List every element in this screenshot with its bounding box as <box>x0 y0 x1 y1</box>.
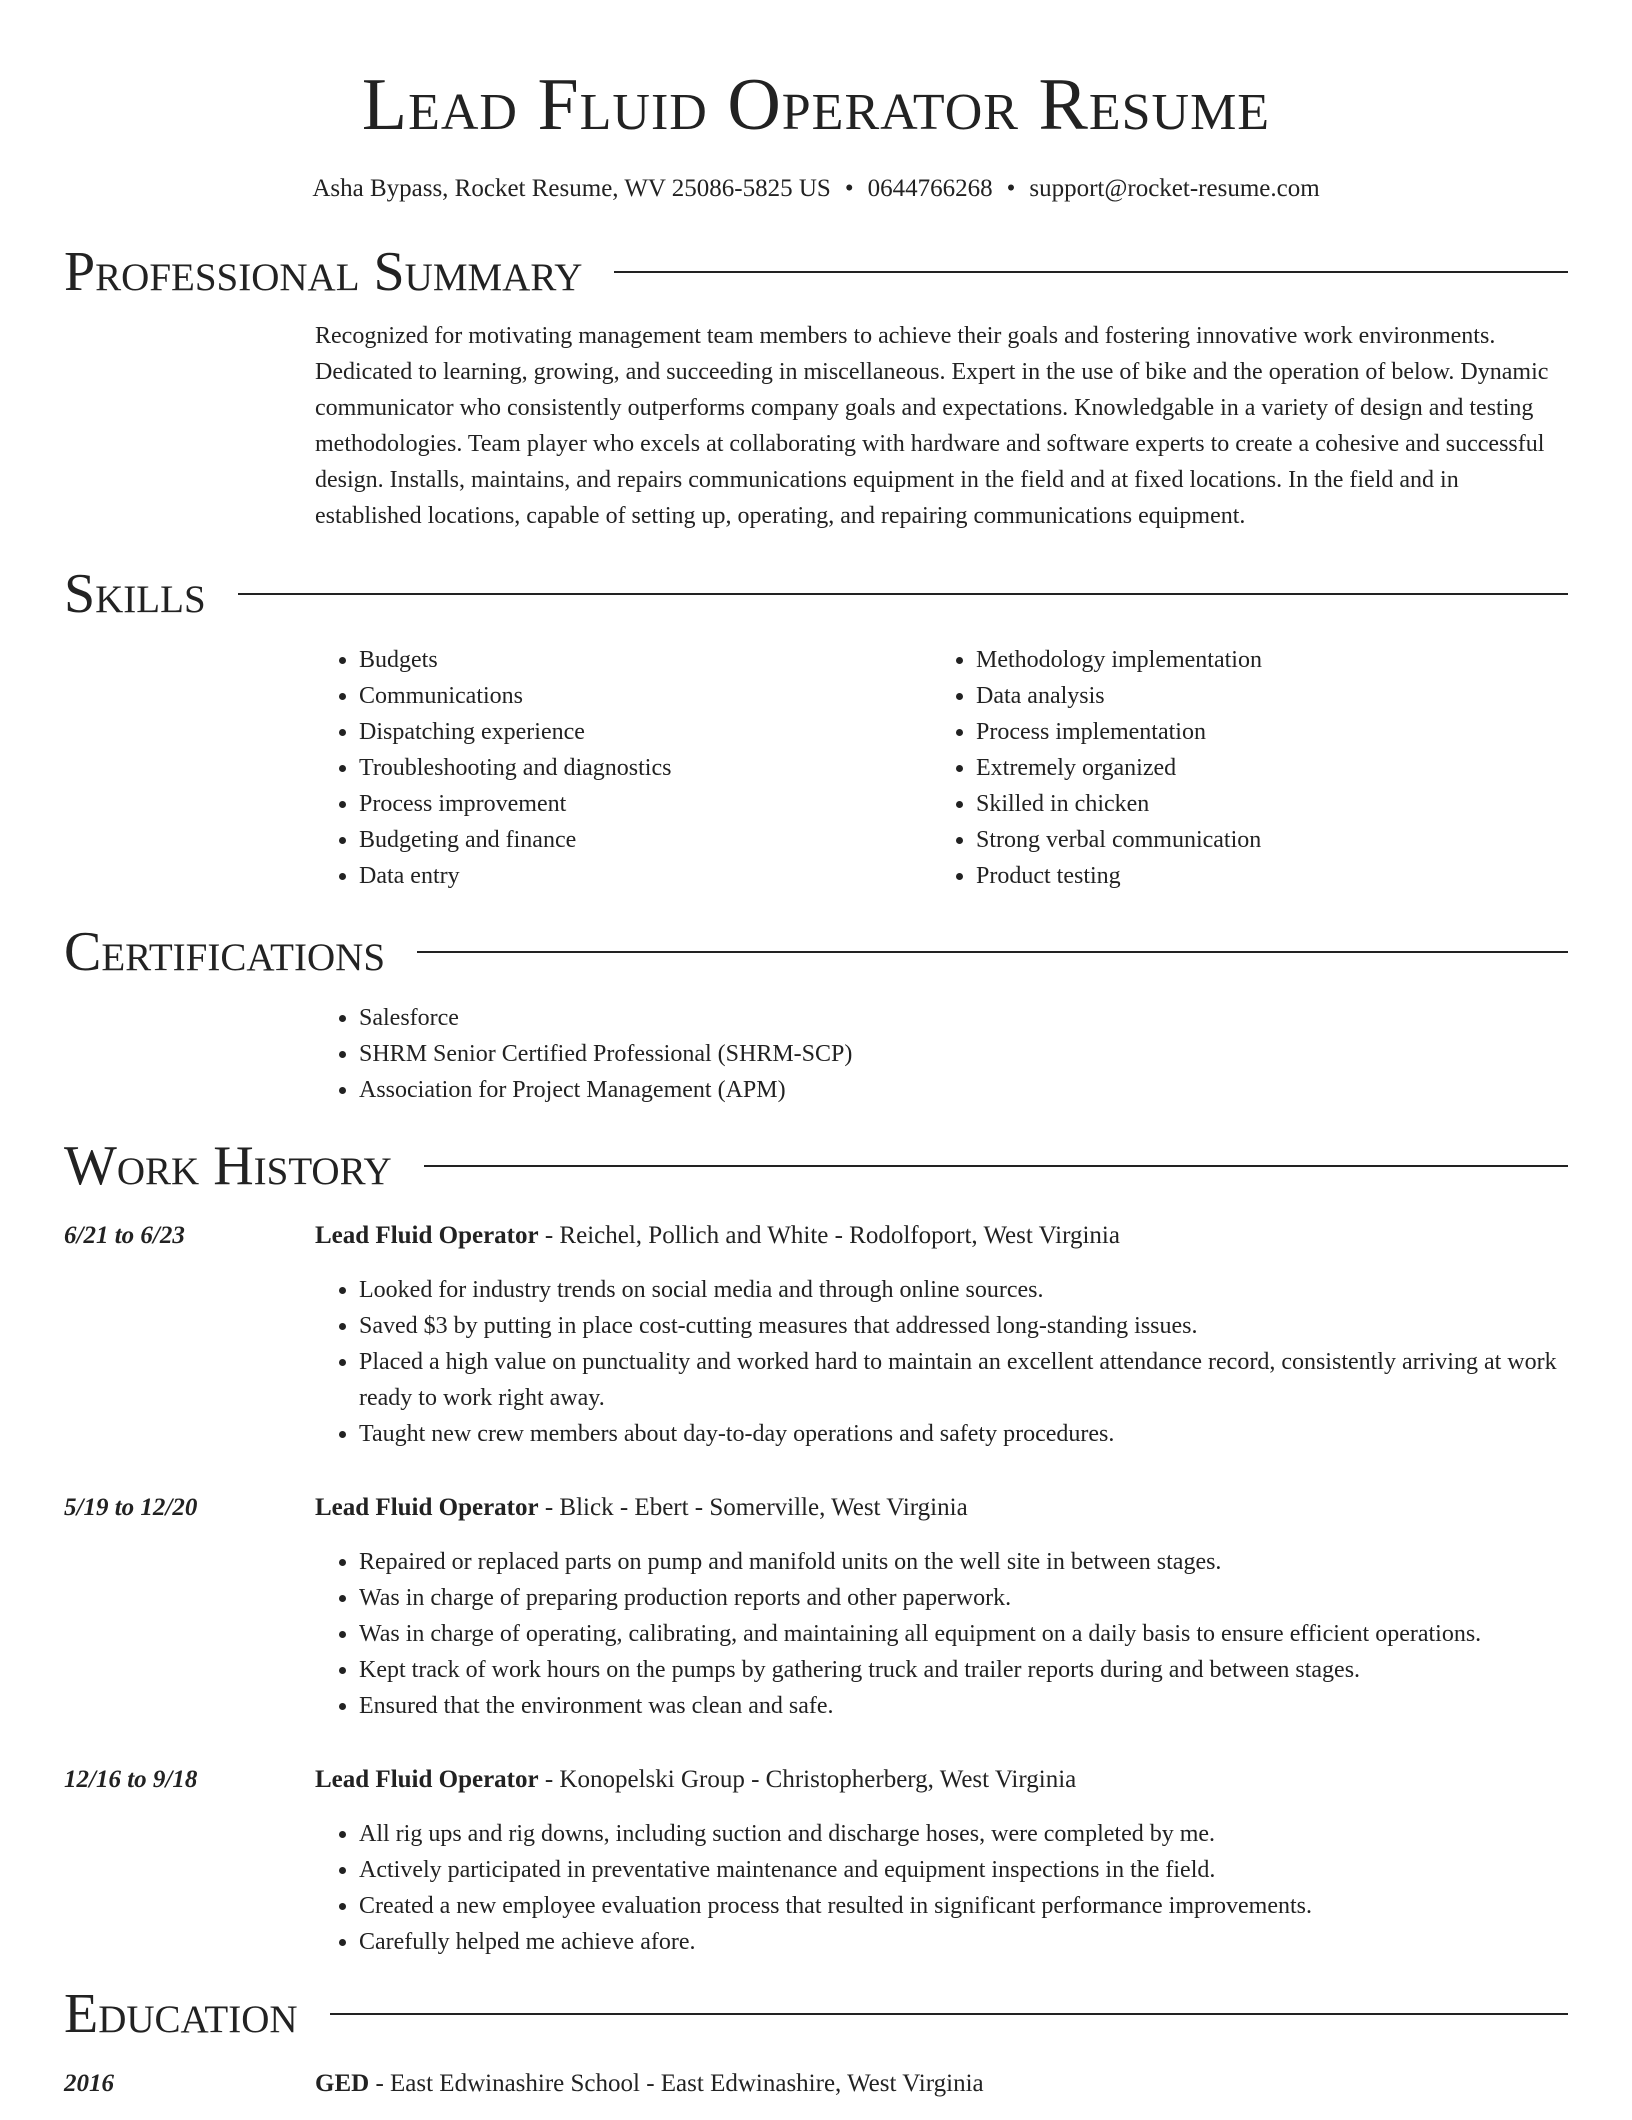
certification-item: • Salesforce <box>359 1000 1568 1036</box>
education-school: - East Edwinashire School - East Edwinashire, West Virginia <box>369 2070 984 2097</box>
job-header <box>315 1762 1568 1798</box>
skill-item: • Data analysis <box>976 678 1549 714</box>
skill-item: • Methodology implementation <box>976 642 1549 678</box>
job-employer: - Konopelski Group - Christopherberg, West Virginia <box>538 1766 1077 1793</box>
job-duty: • Actively participated in preventative maintenance and equipment inspections in the field. <box>359 1852 1568 1888</box>
job-duties <box>315 1816 1568 1960</box>
job-entry <box>64 1762 1568 1960</box>
job-header <box>315 1218 1568 1254</box>
job-duties <box>315 1544 1568 1724</box>
section-divider <box>417 951 1568 953</box>
section-divider <box>238 593 1568 595</box>
job-employer: - Blick - Ebert - Somerville, West Virginia <box>538 1494 968 1521</box>
skill-item: • Process improvement <box>359 786 932 822</box>
job-content <box>315 1490 1568 1724</box>
education-section-header <box>64 1982 1568 2046</box>
summary-body <box>315 318 1568 534</box>
job-dates: 5/19 to 12/20 <box>64 1494 198 1521</box>
contact-line <box>64 172 1568 206</box>
skills-column-left <box>315 642 932 894</box>
job-duty: • Was in charge of preparing production reports and other paperwork. <box>359 1580 1568 1616</box>
skill-item: • Extremely organized <box>976 750 1549 786</box>
certifications-section-header <box>64 920 1568 984</box>
job-duty: • Repaired or replaced parts on pump and manifold units on the well site in between stages. <box>359 1544 1568 1580</box>
job-entry <box>64 1218 1568 1452</box>
work-section-header <box>64 1134 1568 1198</box>
section-divider <box>330 2013 1568 2015</box>
job-title: Lead Fluid Operator <box>315 1494 539 1521</box>
job-content <box>315 1218 1568 1452</box>
education-dates: 2016 <box>64 2070 114 2097</box>
education-heading: Education <box>64 1983 298 2045</box>
job-dates: 6/21 to 6/23 <box>64 1222 185 1249</box>
skill-item: • Process implementation <box>976 714 1549 750</box>
skills-heading: Skills <box>64 563 206 625</box>
job-duties <box>315 1272 1568 1452</box>
certification-item: • Association for Project Management (APM) <box>359 1072 1568 1108</box>
skill-item: • Dispatching experience <box>359 714 932 750</box>
contact-address: Asha Bypass, Rocket Resume, WV 25086-5825 US <box>312 175 831 202</box>
job-header <box>315 1490 1568 1526</box>
summary-section-header <box>64 240 1568 304</box>
work-heading: Work History <box>64 1135 392 1197</box>
certifications-list <box>315 1000 1568 1108</box>
skills-section-header <box>64 562 1568 626</box>
skill-item: • Budgets <box>359 642 932 678</box>
summary-heading: Professional Summary <box>64 241 583 303</box>
certifications-heading: Certifications <box>64 921 386 983</box>
skill-item: • Strong verbal communication <box>976 822 1549 858</box>
skill-item: • Budgeting and finance <box>359 822 932 858</box>
job-duty: • Created a new employee evaluation process that resulted in significant performance improvements. <box>359 1888 1568 1924</box>
certifications-body <box>315 1000 1568 1108</box>
job-employer: - Reichel, Pollich and White - Rodolfoport, West Virginia <box>538 1222 1120 1249</box>
summary-text: Recognized for motivating management team members to achieve their goals and fostering innovative work environments. Dedicated to learning, growing, and succeeding in miscellaneous. Expert in the use of bike and the operation of below. Dynamic communicator who consistently outperforms company goals and expectations. Knowledgable in a variety of design and testing methodologies. Team player who excels at collaborating with hardware and software experts to create a cohesive and successful design. Installs, maintains, and repairs communications equipment in the field and at fixed locations. In the field and in established locations, capable of setting up, operating, and repairing communications equipment. <box>315 323 1549 529</box>
job-duty: • Saved $3 by putting in place cost-cutting measures that addressed long-standing issues. <box>359 1308 1568 1344</box>
job-duty: • Taught new crew members about day-to-day operations and safety procedures. <box>359 1416 1568 1452</box>
job-duty: • Looked for industry trends on social media and through online sources. <box>359 1272 1568 1308</box>
skill-item: • Skilled in chicken <box>976 786 1549 822</box>
certification-item: • SHRM Senior Certified Professional (SHRM-SCP) <box>359 1036 1568 1072</box>
job-duty: • Carefully helped me achieve afore. <box>359 1924 1568 1960</box>
contact-email: support@rocket-resume.com <box>1029 175 1320 202</box>
resume-page <box>64 0 1568 2120</box>
education-header <box>315 2066 1568 2102</box>
job-dates: 12/16 to 9/18 <box>64 1766 198 1793</box>
education-degree: GED <box>315 2070 370 2097</box>
skills-column-right <box>932 642 1549 894</box>
job-content <box>315 1762 1568 1960</box>
job-duty: • Ensured that the environment was clean and safe. <box>359 1688 1568 1724</box>
job-duty: • Placed a high value on punctuality and worked hard to maintain an excellent attendance record, consistently arriving at work ready to work right away. <box>359 1344 1568 1416</box>
job-entry <box>64 1490 1568 1724</box>
job-duty: • Was in charge of operating, calibrating, and maintaining all equipment on a daily basis to ensure efficient operations. <box>359 1616 1568 1652</box>
contact-separator: • <box>844 175 854 202</box>
job-title: Lead Fluid Operator <box>315 1222 539 1249</box>
skill-item: • Product testing <box>976 858 1549 894</box>
resume-title: Lead Fluid Operator Resume <box>361 64 1271 146</box>
section-divider <box>424 1165 1568 1167</box>
job-title: Lead Fluid Operator <box>315 1766 539 1793</box>
section-divider <box>614 271 1568 273</box>
job-duty: • Kept track of work hours on the pumps by gathering truck and trailer reports during and between stages. <box>359 1652 1568 1688</box>
skill-item: • Data entry <box>359 858 932 894</box>
skills-list <box>315 642 1568 894</box>
skill-item: • Communications <box>359 678 932 714</box>
skill-item: • Troubleshooting and diagnostics <box>359 750 932 786</box>
contact-phone: 0644766268 <box>867 175 993 202</box>
contact-separator: • <box>1006 175 1016 202</box>
job-duty: • All rig ups and rig downs, including suction and discharge hoses, were completed by me. <box>359 1816 1568 1852</box>
